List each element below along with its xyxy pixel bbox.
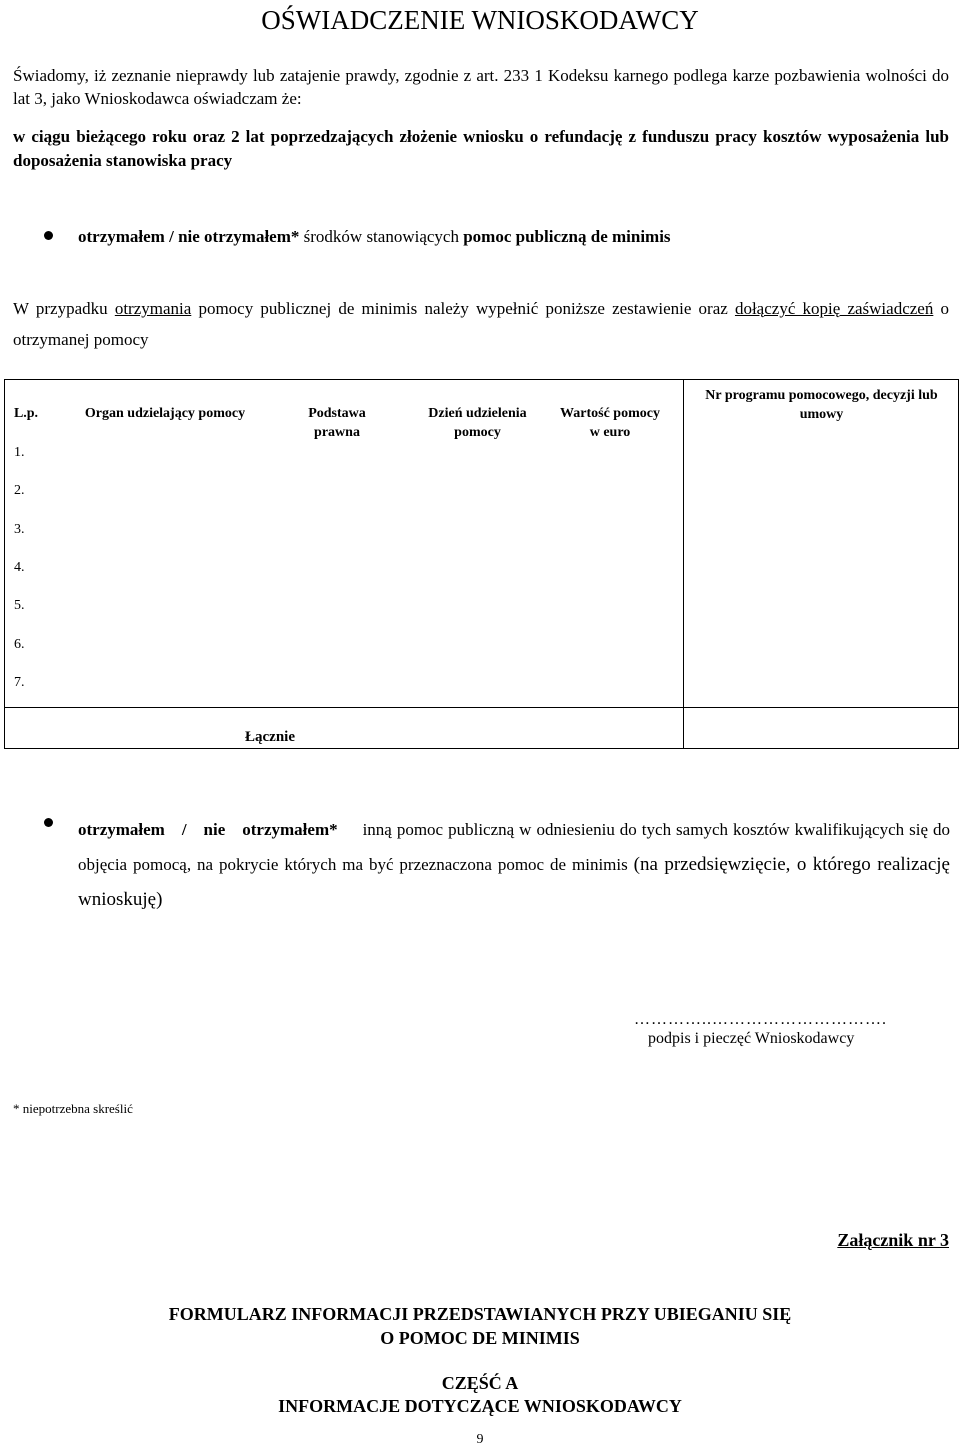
table-row-number: 2. xyxy=(14,483,25,498)
declaration-2-text-end: (na przedsięwzięcie, o którego realizację wnioskuję) xyxy=(78,854,950,910)
header-dzien: Dzień udzielenia pomocy xyxy=(428,406,527,440)
form-title xyxy=(0,1302,960,1350)
table-total-label: Łącznie xyxy=(245,729,295,745)
signature-label: podpis i pieczęć Wnioskodawcy xyxy=(648,1030,855,1047)
instruction-part-1: W przypadku xyxy=(13,299,115,318)
declaration-2-text: inną pomoc publiczną w odniesieniu do tych samych kosztów kwalifikujących się do objęcia pomocą, na pokrycie których ma być przeznaczona pomoc de minimis xyxy=(78,820,951,874)
intro-condition: w ciągu bieżącego roku oraz 2 lat poprzedzających złożenie wniosku o refundację z funduszu pracy kosztów wyposażenia lub doposażenia stanowiska pracy xyxy=(13,127,949,170)
document-title: OŚWIADCZENIE WNIOSKODAWCY xyxy=(261,5,699,35)
intro-statement: Świadomy, iż zeznanie nieprawdy lub zatajenie prawdy, zgodnie z art. 233 1 Kodeksu karnego podlega karze pozbawienia wolności do lat 3, jako Wnioskodawca oświadczam że: xyxy=(13,66,949,108)
declaration-1-tail: pomoc publiczną de minimis xyxy=(463,227,671,246)
header-lp: L.p. xyxy=(13,406,39,421)
header-podstawa: Podstawa prawna xyxy=(308,406,366,440)
form-title-line-2: O POMOC DE MINIMIS xyxy=(380,1328,580,1348)
bullet-dot xyxy=(44,818,53,827)
table-row-divider xyxy=(5,707,958,708)
table-row-number: 3. xyxy=(14,522,25,537)
table-row-number: 7. xyxy=(14,675,25,690)
table-row-number: 4. xyxy=(14,560,25,575)
instruction-underline-2: dołączyć kopię zaświadczeń xyxy=(734,299,934,318)
footnote: * niepotrzebna skreślić xyxy=(13,1101,133,1116)
bullet-dot xyxy=(44,231,53,240)
declaration-1-middle: środków stanowiących xyxy=(299,227,464,246)
part-heading-line-1: CZĘŚĆ A xyxy=(441,1373,519,1393)
header-organ: Organ udzielający pomocy xyxy=(84,406,246,421)
part-heading-line-2: INFORMACJE DOTYCZĄCE WNIOSKODAWCY xyxy=(278,1396,682,1416)
declaration-line-1 xyxy=(78,226,671,248)
instruction-paragraph xyxy=(13,293,949,355)
instruction-part-2: pomocy publicznej de minimis należy wypełnić poniższe zestawienie oraz xyxy=(191,299,735,318)
header-wartosc: Wartość pomocy w euro xyxy=(560,406,660,440)
table-row-number: 1. xyxy=(14,445,25,460)
header-program: Nr programu pomocowego, decyzji lub umowy xyxy=(705,388,938,422)
table-column-divider xyxy=(683,380,684,748)
declaration-paragraph-2 xyxy=(78,812,950,917)
page-number: 9 xyxy=(476,1432,484,1447)
received-option-2[interactable]: otrzymałem / nie otrzymałem* xyxy=(78,820,338,839)
form-title-line-1: FORMULARZ INFORMACJI PRZEDSTAWIANYCH PRZY UBIEGANIU SIĘ xyxy=(168,1304,792,1324)
table-row-number: 6. xyxy=(14,637,25,652)
instruction-part-3: o otrzymanej pomocy xyxy=(13,299,950,349)
aid-table xyxy=(4,379,959,749)
signature-line: …………..…………………………. xyxy=(634,1011,887,1028)
received-option-1[interactable]: otrzymałem / nie otrzymałem* xyxy=(78,227,300,246)
annex-label: Załącznik nr 3 xyxy=(837,1230,949,1250)
table-row-number: 5. xyxy=(14,598,25,613)
instruction-underline-1: otrzymania xyxy=(114,299,192,318)
part-heading xyxy=(0,1372,960,1418)
